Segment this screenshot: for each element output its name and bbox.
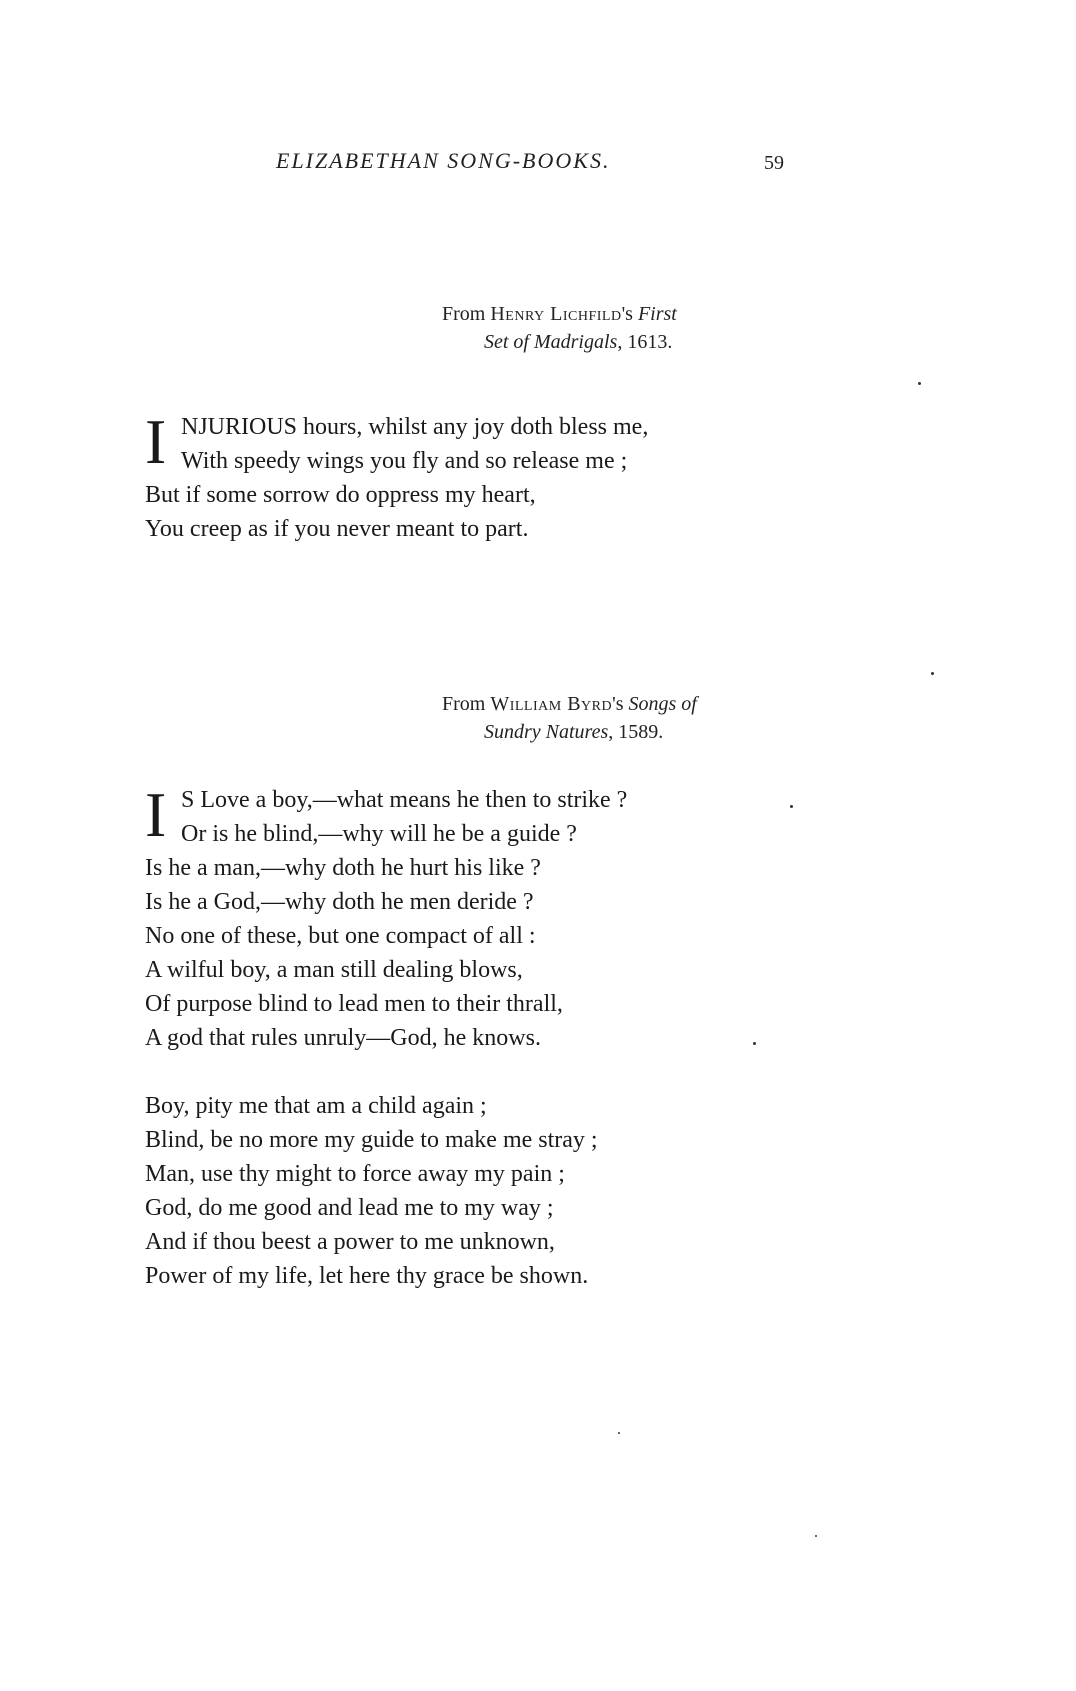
scan-speck xyxy=(815,1535,817,1537)
work-title-part2: Set of Madrigals xyxy=(484,331,618,353)
drop-cap: I xyxy=(145,406,167,477)
verse-line: NJURIOUS hours, whilst any joy doth bless me, xyxy=(181,414,649,440)
attribution-byrd xyxy=(442,690,697,746)
verse-line: Man, use thy might to force away my pain ; xyxy=(145,1161,565,1187)
verse-line: And if thou beest a power to me unknown, xyxy=(145,1229,555,1255)
publication-year: , 1613. xyxy=(617,331,673,353)
work-title-part1: Songs of xyxy=(628,693,697,715)
scan-speck xyxy=(931,672,934,675)
stanza-break xyxy=(145,1055,627,1089)
verse-line: Of purpose blind to lead men to their thrall, xyxy=(145,991,563,1017)
verse-line: S Love a boy,—what means he then to strike ? xyxy=(181,787,628,813)
verse-line: Power of my life, let here thy grace be shown. xyxy=(145,1263,589,1289)
running-head: ELIZABETHAN SONG-BOOKS. xyxy=(276,148,611,173)
verse-line: No one of these, but one compact of all : xyxy=(145,923,536,949)
scan-speck xyxy=(790,805,793,808)
verse-line: Is he a man,—why doth he hurt his like ? xyxy=(145,855,541,881)
page-number: 59 xyxy=(764,152,784,174)
scan-speck xyxy=(753,1042,756,1045)
attribution-line-1: From William Byrd's Songs of xyxy=(442,693,697,715)
publication-year: , 1589. xyxy=(608,721,664,743)
attribution-line-2 xyxy=(442,718,697,746)
verse-line: A wilful boy, a man still dealing blows, xyxy=(145,957,523,983)
verse-line: Or is he blind,—why will he be a guide ? xyxy=(181,821,577,847)
attribution-line-1: From Henry Lichfild's First xyxy=(442,303,677,325)
verse-line: Is he a God,—why doth he men deride ? xyxy=(145,889,534,915)
attribution-line-2 xyxy=(442,328,677,356)
poem-injurious-hours xyxy=(145,406,649,546)
author-name: Henry Lichfild xyxy=(490,303,622,325)
verse-line: With speedy wings you fly and so release me ; xyxy=(181,448,628,474)
attribution-lichfild xyxy=(442,300,677,356)
verse-line: God, do me good and lead me to my way ; xyxy=(145,1195,554,1221)
verse-line: Blind, be no more my guide to make me stray ; xyxy=(145,1127,598,1153)
author-name: William Byrd xyxy=(490,693,613,715)
verse-line: But if some sorrow do oppress my heart, xyxy=(145,482,536,508)
drop-cap: I xyxy=(145,779,167,850)
poem-is-love-a-boy xyxy=(145,779,628,1293)
verse-line: A god that rules unruly—God, he knows. xyxy=(145,1025,541,1051)
scan-speck xyxy=(918,382,921,385)
work-title-part2: Sundry Natures xyxy=(484,721,609,743)
scan-speck xyxy=(618,1432,620,1434)
work-title-part1: First xyxy=(637,303,677,325)
verse-line: Boy, pity me that am a child again ; xyxy=(145,1093,487,1119)
verse-line: You creep as if you never meant to part. xyxy=(145,516,529,542)
